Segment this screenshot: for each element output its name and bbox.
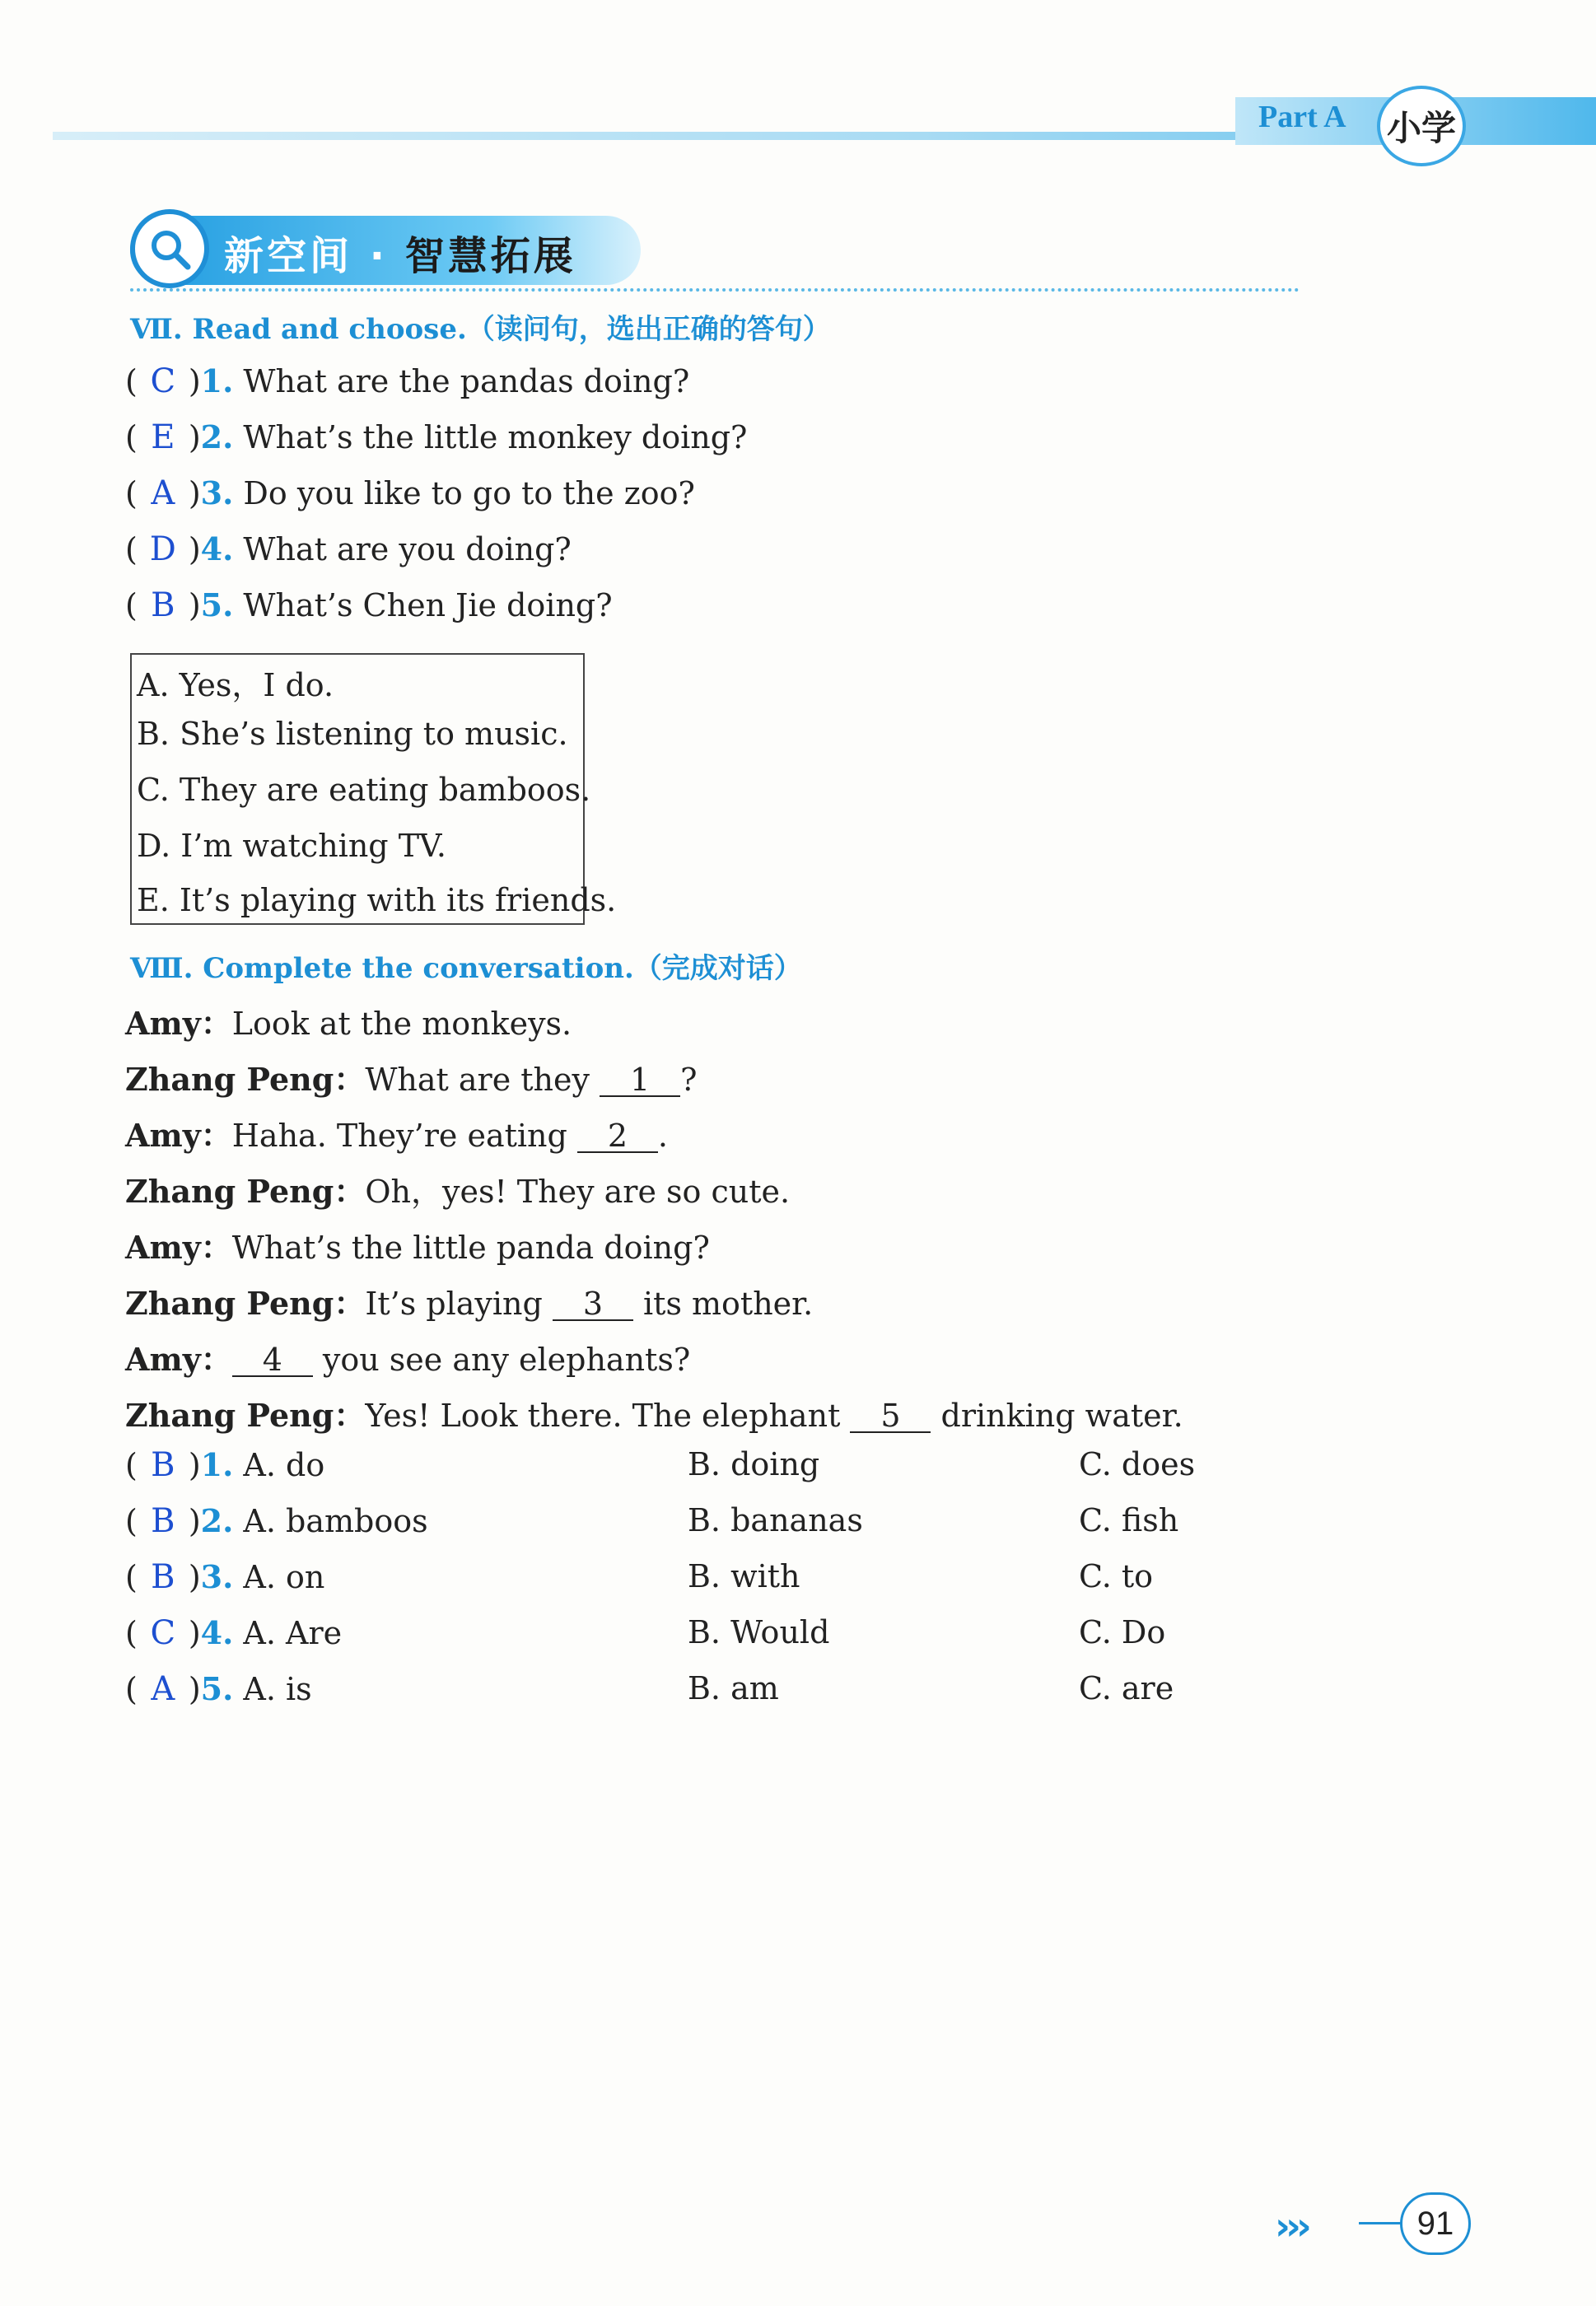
choice-c: C. fish [1079, 1502, 1179, 1538]
choice-b: B. doing [688, 1446, 820, 1482]
option-b: B. She’s listening to music. [137, 716, 568, 752]
choice-b: B. am [688, 1670, 779, 1706]
question-text: What are you doing? [243, 531, 572, 567]
dialog-text-end: . [657, 1118, 668, 1154]
question-text: What are the pandas doing? [243, 363, 690, 399]
answer: C [150, 1614, 176, 1652]
section-title-part2: 智慧拓展 [404, 233, 576, 279]
item-number: 2. [200, 418, 234, 455]
answer: D [149, 530, 176, 568]
answer: A [151, 1670, 175, 1708]
choice-a: A. Are [243, 1615, 343, 1651]
blank-1: 1 [600, 1064, 680, 1097]
speaker: Amy： [125, 1005, 232, 1042]
dialog-text-end: its mother. [632, 1286, 814, 1322]
dialog-line-7 [125, 1334, 690, 1379]
choice-a: A. on [243, 1559, 325, 1595]
dialog-text-end: ? [680, 1062, 698, 1098]
speaker: Amy： [125, 1341, 232, 1378]
dialog-text: It’s playing [365, 1286, 553, 1322]
choice-row-2: ( B )2. A. bamboos [125, 1502, 428, 1540]
q7-item-3: ( A )3. Do you like to go to the zoo? [125, 474, 695, 512]
item-number: 4. [200, 530, 234, 567]
dialog-line-3 [125, 1110, 668, 1155]
grade-badge: 小学 [1377, 86, 1466, 166]
item-number: 3. [200, 1558, 234, 1595]
item-number: 5. [200, 586, 234, 623]
speaker: Amy： [125, 1117, 232, 1154]
option-a: A. Yes，I do. [137, 667, 334, 703]
item-number: 5. [200, 1670, 234, 1707]
option-d: D. I’m watching TV. [137, 828, 446, 864]
blank-5: 5 [850, 1400, 931, 1433]
blank-2: 2 [577, 1120, 658, 1153]
choice-c: C. to [1079, 1558, 1154, 1594]
dialog-line-8 [125, 1390, 1183, 1435]
choice-b: B. with [688, 1558, 800, 1594]
arrows-icon: ››› [1275, 2204, 1307, 2248]
question-text: Do you like to go to the zoo? [243, 475, 695, 511]
speaker: Zhang Peng： [125, 1173, 366, 1210]
choice-a: A. bamboos [243, 1503, 428, 1539]
item-number: 1. [200, 362, 234, 399]
dialog-text: Look at the monkeys. [231, 1006, 572, 1042]
answer: B [151, 1502, 175, 1540]
q7-item-1: ( C )1. What are the pandas doing? [125, 362, 690, 400]
dialog-text: What are they [365, 1062, 600, 1098]
answer: E [151, 418, 175, 456]
arrow-line [1359, 2222, 1402, 2224]
speaker: Amy： [125, 1229, 232, 1266]
item-number: 4. [200, 1614, 234, 1651]
dialog-text: Oh，yes! They are so cute. [365, 1174, 791, 1210]
choice-row-4: ( C )4. A. Are [125, 1614, 343, 1652]
item-number: 1. [200, 1446, 234, 1483]
choice-row-1: ( B )1. A. do [125, 1446, 325, 1484]
choice-row-3: ( B )3. A. on [125, 1558, 325, 1596]
choice-b: B. bananas [688, 1502, 863, 1538]
options-box [130, 653, 617, 925]
answer: C [150, 362, 176, 400]
choice-c: C. Do [1079, 1614, 1166, 1650]
answer: B [151, 586, 175, 624]
q7-item-2: ( E )2. What’s the little monkey doing? [125, 418, 748, 456]
choice-c: C. does [1079, 1446, 1196, 1482]
magnifier-icon [130, 209, 209, 288]
speaker: Zhang Peng： [125, 1397, 366, 1434]
answer: B [151, 1558, 175, 1596]
dialog-text: What’s the little panda doing? [231, 1230, 710, 1266]
dialog-line-1 [125, 998, 572, 1043]
choice-a: A. do [243, 1447, 325, 1483]
q7-item-4: ( D )4. What are you doing? [125, 530, 572, 568]
part-label: Part A [1258, 100, 1346, 134]
answer: A [151, 474, 175, 512]
q7-heading: Ⅶ. Read and choose.（读问句，选出正确的答句） [130, 313, 831, 346]
dialog-text-end: drinking water. [931, 1398, 1183, 1434]
dialog-text-end: you see any elephants? [312, 1342, 691, 1378]
dialog-line-2 [125, 1054, 697, 1099]
choice-b: B. Would [688, 1614, 830, 1650]
speaker: Zhang Peng： [125, 1285, 366, 1322]
section-title: 新空间 · 智慧拓展 [224, 233, 576, 279]
dialog-line-6 [125, 1278, 813, 1323]
option-c: C. They are eating bamboos. [137, 772, 591, 808]
choice-c: C. are [1079, 1670, 1174, 1706]
section-divider [130, 288, 1300, 292]
speaker: Zhang Peng： [125, 1061, 366, 1098]
q8-heading: Ⅷ. Complete the conversation.（完成对话） [130, 952, 802, 985]
choice-row-5: ( A )5. A. is [125, 1670, 312, 1708]
dialog-line-4 [125, 1166, 790, 1211]
dialog-text: Yes! Look there. The elephant [365, 1398, 851, 1434]
item-number: 2. [200, 1502, 234, 1539]
dialog-line-5 [125, 1222, 710, 1267]
choice-a: A. is [243, 1671, 312, 1707]
question-text: What’s Chen Jie doing? [243, 587, 613, 623]
section-title-part1: 新空间 [224, 233, 353, 279]
blank-3: 3 [553, 1288, 633, 1321]
blank-4: 4 [232, 1344, 313, 1377]
page-number: 91 [1400, 2192, 1471, 2255]
q7-item-5: ( B )5. What’s Chen Jie doing? [125, 586, 613, 624]
question-text: What’s the little monkey doing? [243, 419, 748, 455]
answer: B [151, 1446, 175, 1484]
dialog-text: Haha. They’re eating [231, 1118, 577, 1154]
option-e: E. It’s playing with its friends. [137, 882, 617, 918]
item-number: 3. [200, 474, 234, 511]
